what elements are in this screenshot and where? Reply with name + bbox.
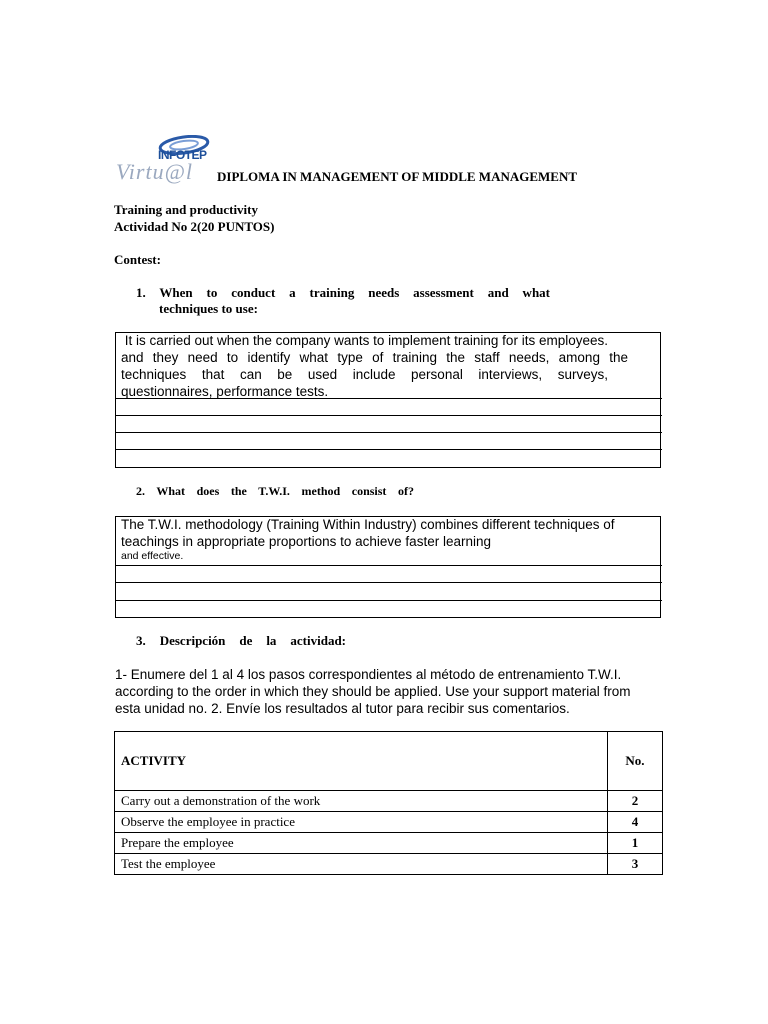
answer-1-line: It is carried out when the company wants to implement training for its employees. <box>121 333 608 348</box>
table-row <box>115 791 663 812</box>
activity-cell: Carry out a demonstration of the work <box>115 791 608 812</box>
number-cell: 1 <box>608 833 663 854</box>
number-cell: 4 <box>608 812 663 833</box>
answer-1-rule <box>115 415 662 416</box>
activity-number: Actividad No 2(20 PUNTOS) <box>114 219 275 234</box>
question-3: 3. Descripción de la actividad: <box>136 633 346 648</box>
answer-2-line: The T.W.I. methodology (Training Within Industry) combines different techniques of <box>121 517 615 532</box>
activity-column-header: ACTIVITY <box>115 732 608 791</box>
activity-cell: Observe the employee in practice <box>115 812 608 833</box>
activity-cell: Test the employee <box>115 854 608 875</box>
contest-label: Contest: <box>114 252 161 267</box>
answer-1-text <box>121 332 635 400</box>
number-cell: 3 <box>608 854 663 875</box>
logo-top-text: INFOTEP <box>158 148 207 162</box>
answer-2-text <box>121 516 657 563</box>
table-row <box>115 854 663 875</box>
activity-table <box>114 731 663 875</box>
activity-instructions <box>115 666 662 717</box>
answer-2-line: and effective. <box>121 550 184 562</box>
answer-1-line: and they need to identify what type of training the staff needs, among the <box>121 350 628 365</box>
subtitle: Training and productivity <box>114 202 258 217</box>
question-1: 1. When to conduct a training needs assessment and what <box>136 285 550 300</box>
answer-1-line: techniques that can be used include personal interviews, surveys, <box>121 367 608 382</box>
answer-1-rule <box>115 432 662 433</box>
answer-2-rule <box>115 600 662 601</box>
answer-2-rule <box>115 582 662 583</box>
table-row <box>115 833 663 854</box>
question-2: 2. What does the T.W.I. method consist of? <box>136 484 414 498</box>
answer-1-line: questionnaires, performance tests. <box>121 384 329 399</box>
table-row <box>115 812 663 833</box>
instruction-line: 1- Enumere del 1 al 4 los pasos correspondientes al método de entrenamiento T.W.I. <box>115 667 622 682</box>
answer-2-rule <box>115 565 662 566</box>
instruction-line: according to the order in which they should be applied. Use your support material from <box>115 684 631 699</box>
table-header-row <box>115 732 663 791</box>
activity-cell: Prepare the employee <box>115 833 608 854</box>
number-cell: 2 <box>608 791 663 812</box>
infotep-logo <box>114 135 212 185</box>
question-1-continued: techniques to use: <box>159 301 258 316</box>
logo-bottom-text: Virtu@l <box>116 159 193 184</box>
instruction-line: esta unidad no. 2. Envíe los resultados al tutor para recibir sus comentarios. <box>115 701 570 716</box>
document-title: DIPLOMA IN MANAGEMENT OF MIDDLE MANAGEMENT <box>217 169 578 184</box>
answer-2-line: teachings in appropriate proportions to achieve faster learning <box>121 534 491 549</box>
number-column-header: No. <box>608 732 663 791</box>
answer-1-rule <box>115 449 662 450</box>
